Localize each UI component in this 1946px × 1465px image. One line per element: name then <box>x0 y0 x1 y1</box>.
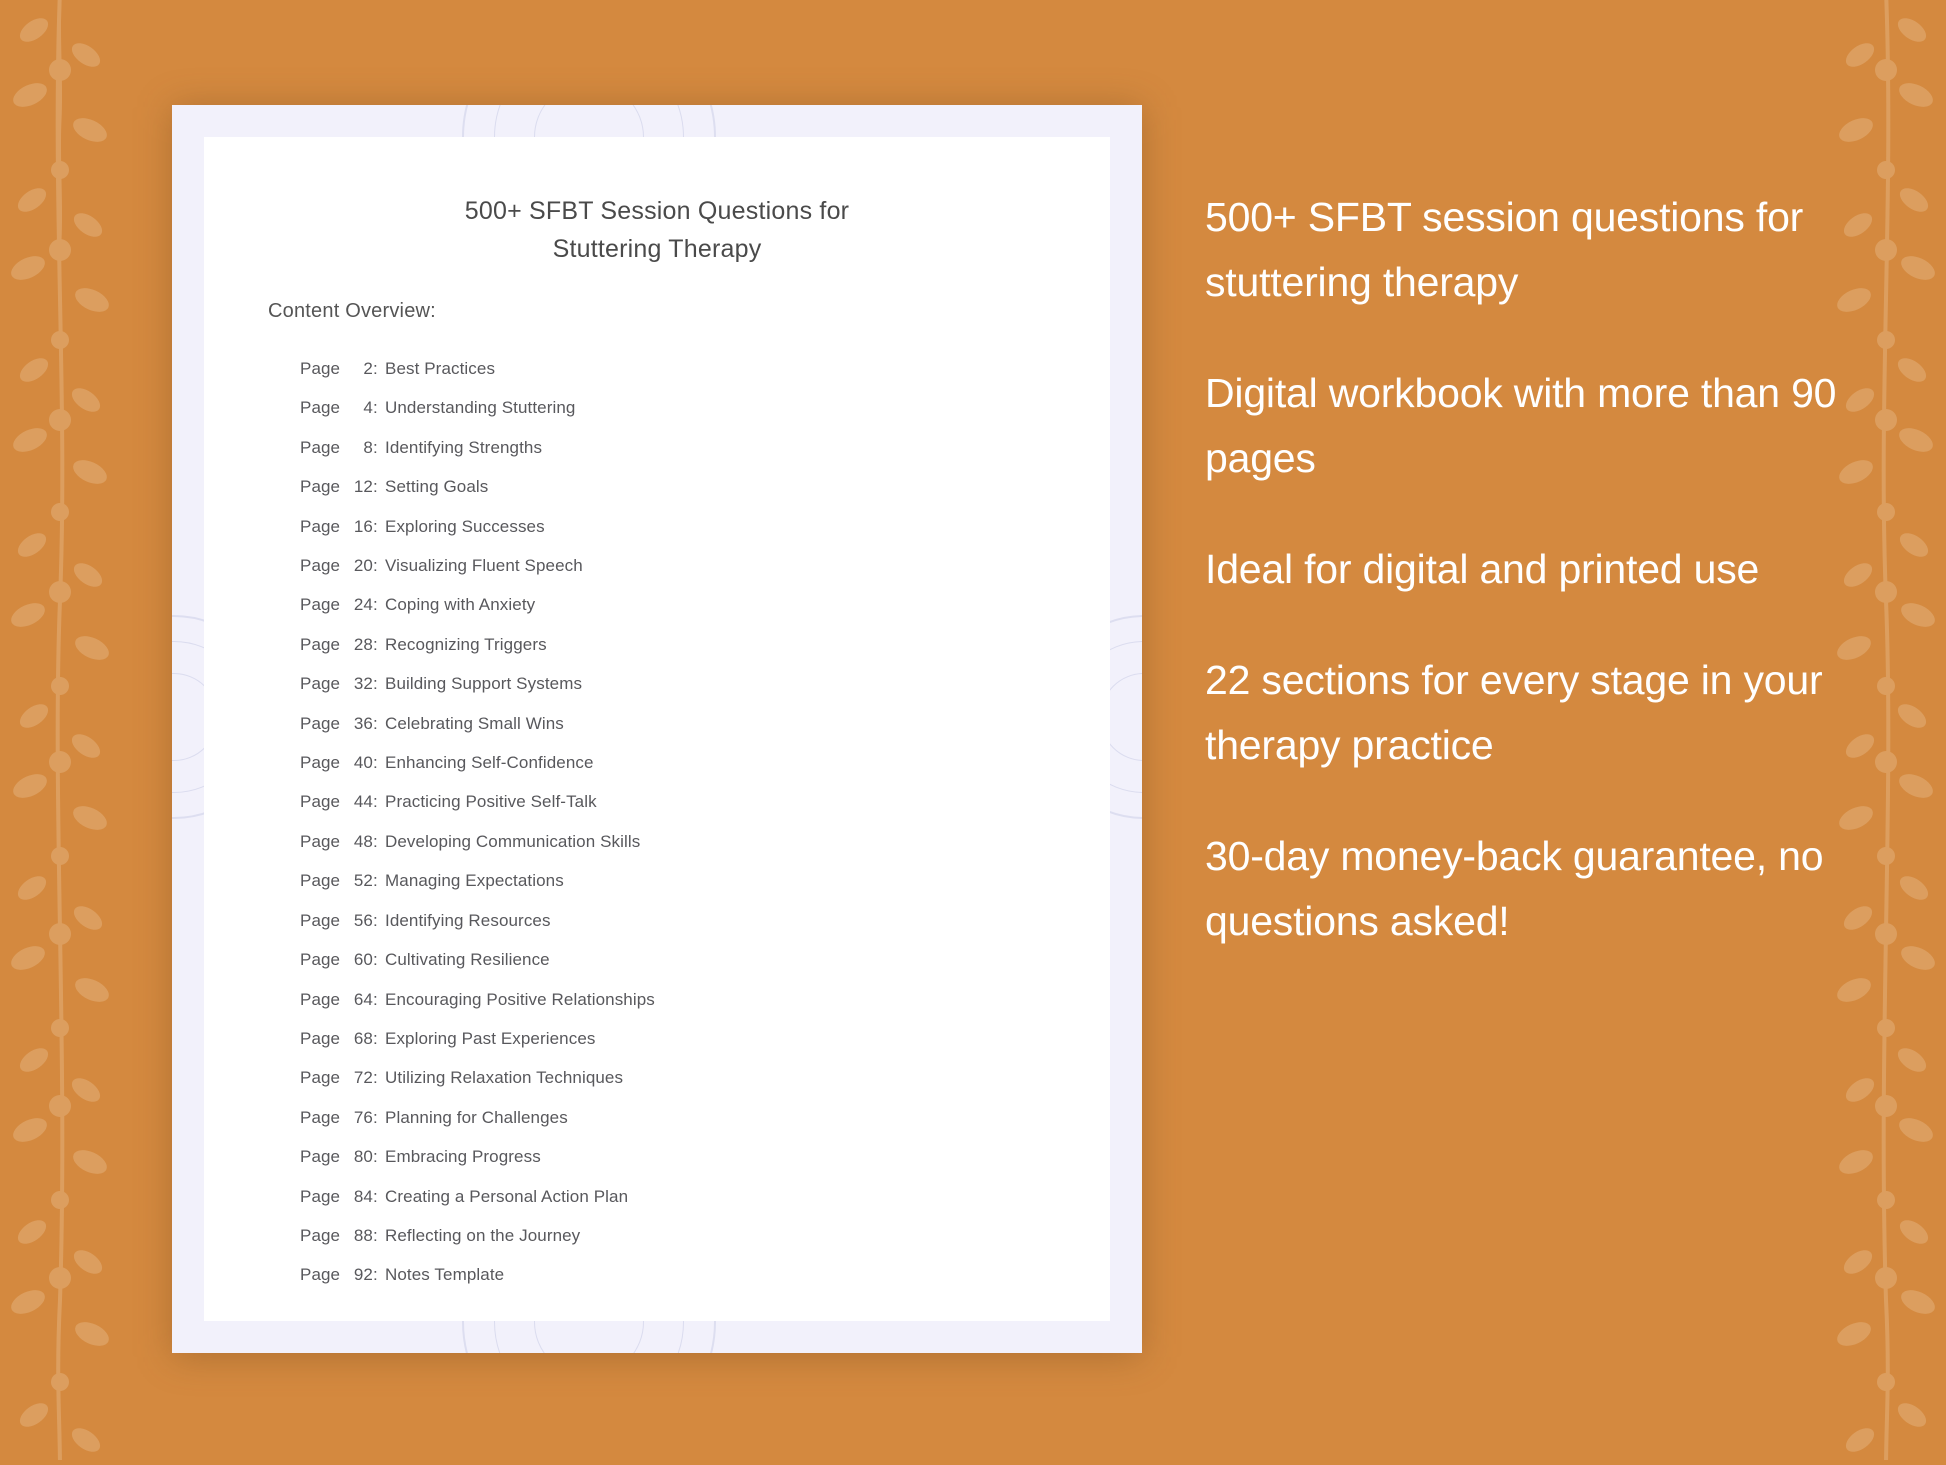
toc-page-number: Page 24: <box>300 595 378 615</box>
page-title-line-2: Stuttering Therapy <box>552 235 762 263</box>
toc-page-number: Page 56: <box>300 910 378 930</box>
toc-label: Celebrating Small Wins <box>385 713 564 733</box>
toc-row <box>300 625 1070 664</box>
toc-label: Coping with Anxiety <box>385 595 536 615</box>
toc-page-number: Page 20: <box>300 556 378 576</box>
toc-page-number: Page 52: <box>300 871 378 891</box>
marketing-copy <box>1205 185 1845 954</box>
toc-row <box>300 467 1070 506</box>
toc-row <box>300 704 1070 743</box>
toc-row <box>300 1255 1070 1294</box>
toc-page-number: Page 16: <box>300 516 378 536</box>
toc-row <box>300 743 1070 782</box>
toc-row <box>300 980 1070 1019</box>
toc-row <box>300 546 1070 585</box>
toc-row <box>300 507 1070 546</box>
toc-label: Recognizing Triggers <box>385 634 547 654</box>
toc-label: Managing Expectations <box>385 871 564 891</box>
toc-row <box>300 585 1070 624</box>
toc-label: Notes Template <box>385 1265 505 1285</box>
document-preview[interactable] <box>172 105 1142 1353</box>
toc-row <box>300 388 1070 427</box>
toc-page-number: Page 28: <box>300 634 378 654</box>
toc-label: Planning for Challenges <box>385 1107 568 1127</box>
toc-row <box>300 1058 1070 1097</box>
toc-page-number: Page 36: <box>300 713 378 733</box>
toc-row <box>300 861 1070 900</box>
toc-label: Exploring Past Experiences <box>385 1028 596 1048</box>
toc-page-number: Page 92: <box>300 1265 378 1285</box>
toc-page-number: Page 40: <box>300 753 378 773</box>
toc-label: Setting Goals <box>385 477 489 497</box>
marketing-point: 30-day money-back guarantee, no questions asked! <box>1205 833 1824 944</box>
marketing-point: Digital workbook with more than 90 pages <box>1205 370 1837 481</box>
toc-page-number: Page 60: <box>300 950 378 970</box>
toc-label: Identifying Resources <box>385 910 551 930</box>
toc-label: Encouraging Positive Relationships <box>385 989 655 1009</box>
marketing-point: 22 sections for every stage in your therapy practice <box>1205 657 1823 768</box>
toc-page-number: Page 44: <box>300 792 378 812</box>
toc-row <box>300 822 1070 861</box>
toc-label: Reflecting on the Journey <box>385 1225 581 1245</box>
toc-label: Best Practices <box>385 359 496 378</box>
toc-page-number: Page 4: <box>300 398 378 418</box>
toc-label: Visualizing Fluent Speech <box>385 556 583 576</box>
toc-page-number: Page 68: <box>300 1028 378 1048</box>
content-overview-label: Content Overview: <box>268 300 436 322</box>
toc-label: Developing Communication Skills <box>385 831 641 851</box>
toc-label: Creating a Personal Action Plan <box>385 1186 629 1206</box>
toc-page-number: Page 32: <box>300 674 378 694</box>
toc-row <box>300 1098 1070 1137</box>
toc-row <box>300 349 1070 388</box>
toc-page-number: Page 84: <box>300 1186 378 1206</box>
document-page <box>204 137 1110 1321</box>
toc-row <box>300 901 1070 940</box>
toc-page-number: Page 8: <box>300 437 378 457</box>
toc-row <box>300 1019 1070 1058</box>
toc-row <box>300 1216 1070 1255</box>
floral-border-left-icon <box>0 0 120 1460</box>
toc-row <box>300 782 1070 821</box>
toc-label: Practicing Positive Self-Talk <box>385 792 597 812</box>
toc-page-number: Page 76: <box>300 1107 378 1127</box>
toc-label: Understanding Stuttering <box>385 398 576 418</box>
page-title <box>204 192 1110 268</box>
toc-label: Exploring Successes <box>385 516 545 536</box>
toc-page-number: Page 2: <box>300 359 378 378</box>
marketing-point: Ideal for digital and printed use <box>1205 546 1760 592</box>
toc-row <box>300 664 1070 703</box>
toc-label: Building Support Systems <box>385 674 583 694</box>
toc-label: Utilizing Relaxation Techniques <box>385 1068 624 1088</box>
toc-label: Cultivating Resilience <box>385 950 550 970</box>
page-title-line-1: 500+ SFBT Session Questions for <box>464 197 850 225</box>
toc-row <box>300 940 1070 979</box>
toc-row <box>300 1177 1070 1216</box>
toc-page-number: Page 64: <box>300 989 378 1009</box>
toc-page-number: Page 80: <box>300 1147 378 1167</box>
toc-page-number: Page 88: <box>300 1225 378 1245</box>
table-of-contents <box>300 349 1070 1295</box>
toc-page-number: Page 48: <box>300 831 378 851</box>
toc-page-number: Page 72: <box>300 1068 378 1088</box>
toc-row <box>300 1137 1070 1176</box>
toc-label: Identifying Strengths <box>385 437 543 457</box>
toc-label: Enhancing Self-Confidence <box>385 753 594 773</box>
toc-page-number: Page 12: <box>300 477 378 497</box>
marketing-point: 500+ SFBT session questions for stuttering therapy <box>1205 194 1804 305</box>
toc-row <box>300 428 1070 467</box>
toc-label: Embracing Progress <box>385 1147 541 1167</box>
